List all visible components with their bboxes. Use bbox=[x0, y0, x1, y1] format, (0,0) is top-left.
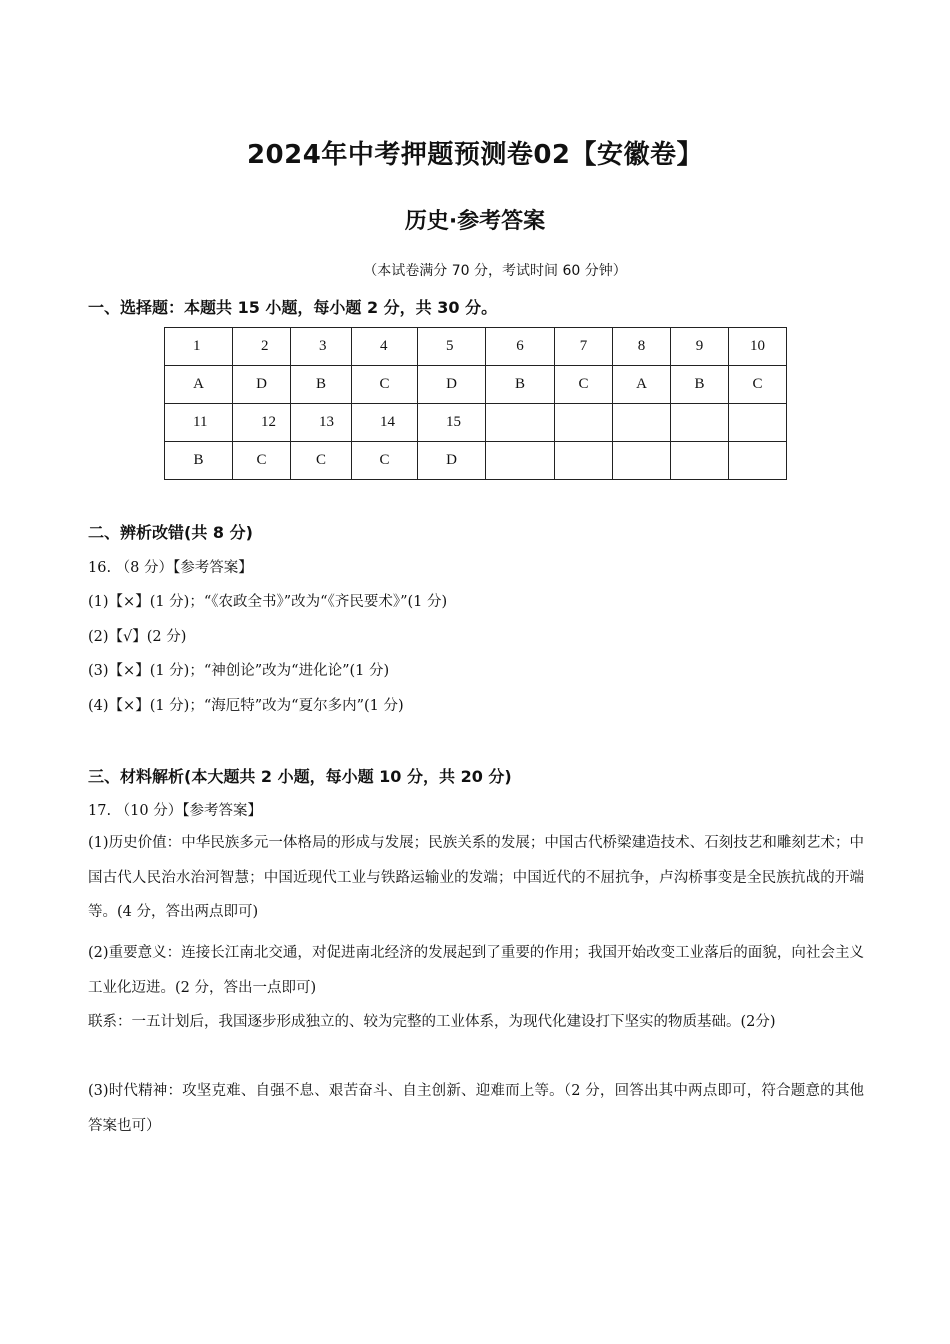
table-cell: 2 bbox=[233, 328, 291, 366]
table-cell: C bbox=[291, 442, 352, 480]
table-cell: B bbox=[486, 366, 555, 404]
table-row bbox=[165, 404, 787, 442]
table-cell: 7 bbox=[555, 328, 613, 366]
table-row bbox=[165, 442, 787, 480]
q16-item-1: (1)【×】(1 分)；“《农政全书》”改为“《齐民要术》”(1 分) bbox=[88, 594, 448, 610]
exam-note: （本试卷满分 70 分，考试时间 60 分钟） bbox=[363, 263, 627, 279]
table-cell: 11 bbox=[165, 404, 233, 442]
q17-answer-1: (1)历史价值：中华民族多元一体格局的形成与发展；民族关系的发展；中国古代桥梁建造技术、石刻技艺和雕刻艺术；中国古代人民治水治河智慧；中国近现代工业与铁路运输业的发端；中国近代的不屈抗争，卢沟桥事变是全民族抗战的开端等。(4 分，答出两点即可) bbox=[88, 835, 864, 920]
table-cell bbox=[671, 442, 729, 480]
q17-intro: 17. （10 分）【参考答案】 bbox=[88, 803, 262, 819]
table-cell bbox=[486, 404, 555, 442]
table-cell: 4 bbox=[352, 328, 418, 366]
q16-item-4: (4)【×】(1 分)；“海厄特”改为“夏尔多内”(1 分) bbox=[88, 698, 404, 714]
table-cell: 3 bbox=[291, 328, 352, 366]
table-cell: C bbox=[233, 442, 291, 480]
table-cell: 10 bbox=[729, 328, 787, 366]
q17-answer-3: (3)时代精神：攻坚克难、自强不息、艰苦奋斗、自主创新、迎难而上等。（2 分，回答出其中两点即可，符合题意的其他答案也可） bbox=[88, 1083, 864, 1134]
q17-link: 联系：一五计划后，我国逐步形成独立的、较为完整的工业体系，为现代化建设打下坚实的物质基础。(2分) bbox=[88, 1014, 776, 1030]
q16-item-3: (3)【×】(1 分)；“神创论”改为“进化论”(1 分) bbox=[88, 663, 390, 679]
table-cell: 5 bbox=[418, 328, 486, 366]
q16-intro: 16. （8 分）【参考答案】 bbox=[88, 560, 253, 576]
table-cell: D bbox=[418, 442, 486, 480]
section2-heading: 二、辨析改错(共 8 分) bbox=[88, 523, 253, 542]
table-row bbox=[165, 328, 787, 366]
table-cell bbox=[729, 442, 787, 480]
document-subtitle: 历史·参考答案 bbox=[404, 209, 546, 234]
table-cell: B bbox=[291, 366, 352, 404]
table-cell bbox=[555, 404, 613, 442]
table-cell: C bbox=[352, 442, 418, 480]
table-cell: C bbox=[352, 366, 418, 404]
table-cell: 14 bbox=[352, 404, 418, 442]
table-cell: 9 bbox=[671, 328, 729, 366]
q17-answer-2: (2)重要意义：连接长江南北交通，对促进南北经济的发展起到了重要的作用；我国开始改变工业落后的面貌，向社会主义工业化迈进。(2 分，答出一点即可) bbox=[88, 945, 864, 996]
table-cell bbox=[613, 404, 671, 442]
table-cell bbox=[486, 442, 555, 480]
table-row bbox=[165, 366, 787, 404]
section1-heading: 一、选择题：本题共 15 小题，每小题 2 分，共 30 分。 bbox=[88, 298, 498, 317]
table-cell bbox=[613, 442, 671, 480]
table-cell bbox=[729, 404, 787, 442]
table-cell bbox=[555, 442, 613, 480]
table-cell: 6 bbox=[486, 328, 555, 366]
table-cell: C bbox=[555, 366, 613, 404]
section3-heading: 三、材料解析(本大题共 2 小题，每小题 10 分，共 20 分) bbox=[88, 767, 512, 786]
table-cell bbox=[671, 404, 729, 442]
table-cell: B bbox=[165, 442, 233, 480]
document-title: 2024年中考押题预测卷02【安徽卷】 bbox=[246, 140, 704, 170]
table-cell: B bbox=[671, 366, 729, 404]
table-cell: A bbox=[613, 366, 671, 404]
table-cell: A bbox=[165, 366, 233, 404]
table-cell: 15 bbox=[418, 404, 486, 442]
answer-table bbox=[164, 327, 787, 480]
table-cell: D bbox=[233, 366, 291, 404]
table-cell: 12 bbox=[233, 404, 291, 442]
q16-item-2: (2)【√】(2 分) bbox=[88, 629, 187, 645]
table-cell: 8 bbox=[613, 328, 671, 366]
table-cell: D bbox=[418, 366, 486, 404]
table-cell: 1 bbox=[165, 328, 233, 366]
table-cell: 13 bbox=[291, 404, 352, 442]
table-cell: C bbox=[729, 366, 787, 404]
